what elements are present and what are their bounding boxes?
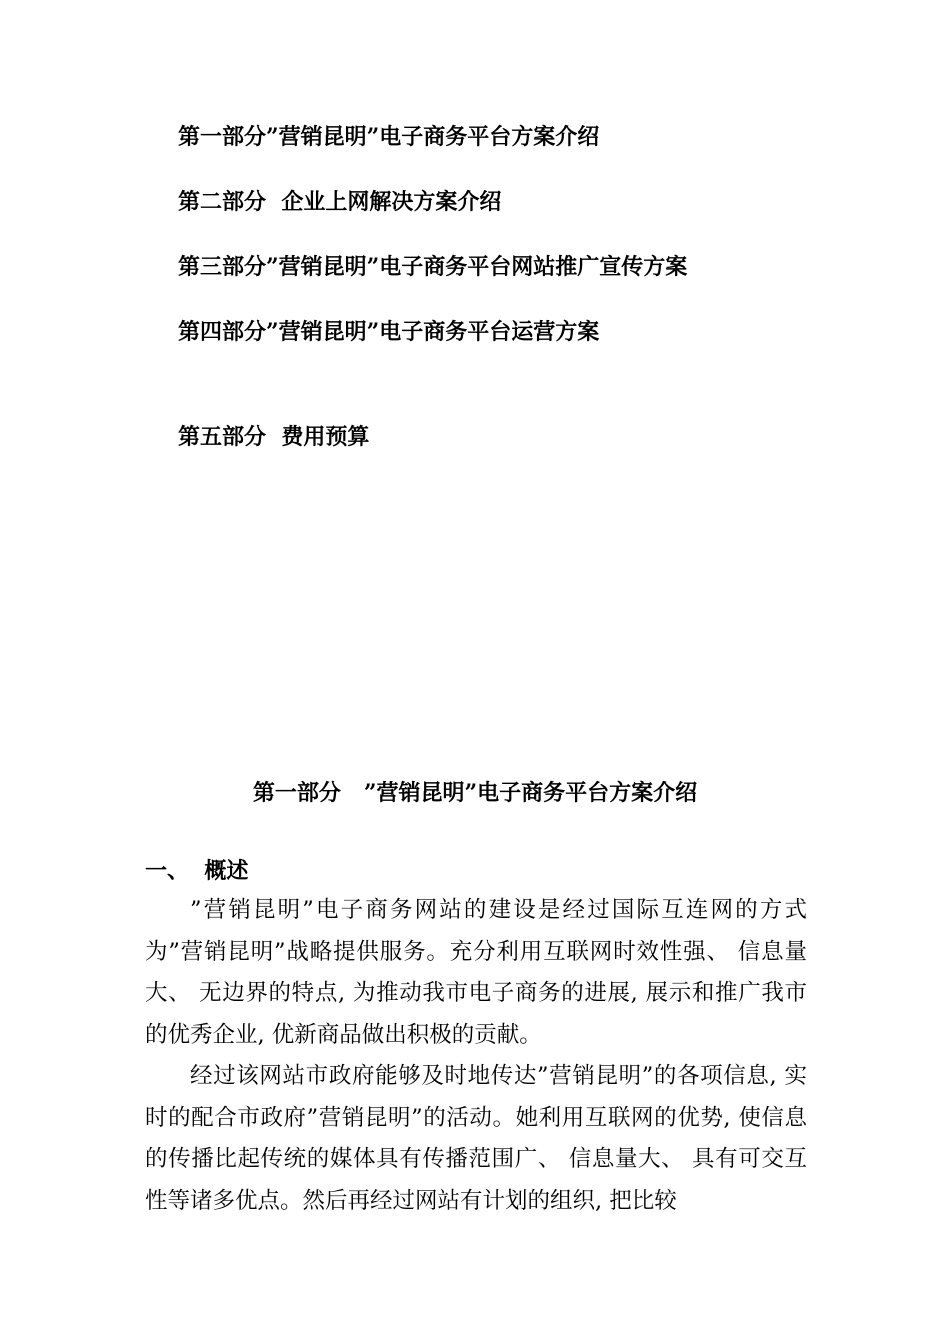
- toc-item-part-2: 第二部分 企业上网解决方案介绍: [178, 189, 502, 215]
- section-title: 第一部分 ”营销昆明”电子商务平台方案介绍: [252, 780, 698, 806]
- overview-heading: 一、 概述: [145, 858, 249, 884]
- toc-item-part-1: 第一部分”营销昆明”电子商务平台方案介绍: [178, 124, 600, 150]
- body-paragraph-1: ”营销昆明”电子商务网站的建设是经过国际互连网的方式为”营销昆明”战略提供服务。充分利用互联网时效性强、 信息量大、 无边界的特点, 为推动我市电子商务的进展, 展示和推广我市的优秀企业, 优新商品做出积极的贡献。: [145, 897, 807, 1048]
- toc-item-part-4: 第四部分”营销昆明”电子商务平台运营方案: [178, 319, 600, 345]
- toc-item-part-3: 第三部分”营销昆明”电子商务平台网站推广宣传方案: [178, 254, 688, 280]
- toc-item-part-5: 第五部分 费用预算: [178, 424, 370, 450]
- body-paragraph-2: 经过该网站市政府能够及时地传达”营销昆明”的各项信息, 实时的配合市政府”营销昆明”的活动。她利用互联网的优势, 使信息的传播比起传统的媒体具有传播范围广、 信息量大、 具有可交互性等诸多优点。然后再经过网站有计划的组织, 把比较: [145, 1063, 807, 1214]
